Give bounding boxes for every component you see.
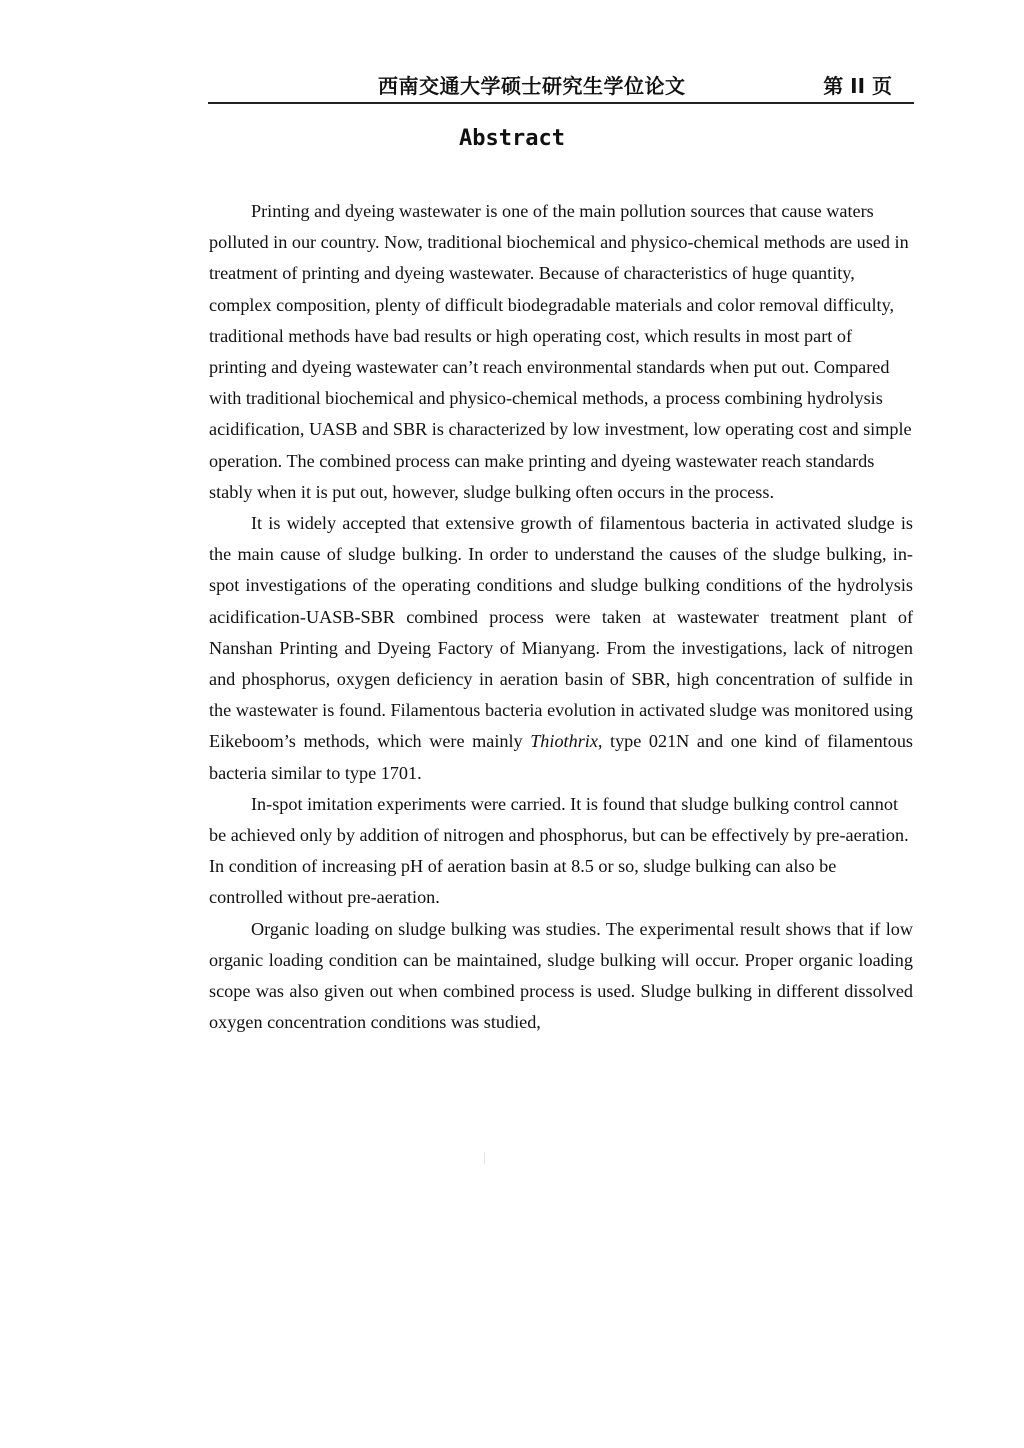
abstract-paragraph-2 — [209, 508, 913, 789]
abstract-heading: Abstract — [459, 126, 565, 151]
abstract-paragraph-4: Organic loading on sludge bulking was studies. The experimental result shows that if low organic loading condition can be maintained, sludge bulking will occur. Proper organic loading scope was also given out when combined process is used. Sludge bulking in different dissolved oxygen concentration conditions was studied, — [209, 918, 913, 1033]
organism-name-italic: Thiothrix — [530, 731, 598, 752]
header-divider — [208, 102, 914, 104]
paragraph-2-text-before: It is widely accepted that extensive growth of filamentous bacteria in activated sludge is the main cause of sludge bulking. In order to understand the causes of the sludge bulking, in-spot investigations of the operating conditions and sludge bulking conditions of the hydrolysis acidification-UASB-SBR combined process were taken at wastewater treatment plant of Nanshan Printing and Dyeing Factory of Mianyang. From the investigations, lack of nitrogen and phosphorus, oxygen deficiency in aeration basin of SBR, high concentration of sulfide in the wastewater is found. Filamentous bacteria evolution in activated sludge was monitored using Eikeboom’s methods, which were mainly — [209, 513, 913, 752]
paragraph-2-text-after: , type 021N and one kind of filamentous bacteria similar to type 1701. — [209, 731, 913, 783]
page-header — [208, 70, 914, 100]
scan-artifact — [484, 1152, 485, 1164]
abstract-body — [209, 196, 913, 1038]
abstract-paragraph-1: Printing and dyeing wastewater is one of the main pollution sources that cause waters polluted in our country. Now, traditional biochemical and physico-chemical methods are used in treatment of printing and dyeing wastewater. Because of characteristics of huge quantity, complex composition, plenty of difficult biodegradable materials and color removal difficulty, traditional methods have bad results or high operating cost, which results in most part of printing and dyeing wastewater can’t reach environmental standards when put out. Compared with traditional biochemical and physico-chemical methods, a process combining hydrolysis acidification, UASB and SBR is characterized by low investment, low operating cost and simple operation. The combined process can make printing and dyeing wastewater reach standards stably when it is put out, however, sludge bulking often occurs in the process. — [209, 201, 912, 502]
abstract-paragraph-3: In-spot imitation experiments were carried. It is found that sludge bulking control cannot be achieved only by addition of nitrogen and phosphorus, but can be effectively by pre-aeration. In condition of increasing pH of aeration basin at 8.5 or so, sludge bulking can also be controlled without pre-aeration. — [209, 793, 909, 908]
thesis-header-title: 西南交通大学硕士研究生学位论文 — [378, 74, 686, 98]
page-number: 第 II 页 — [823, 74, 892, 98]
